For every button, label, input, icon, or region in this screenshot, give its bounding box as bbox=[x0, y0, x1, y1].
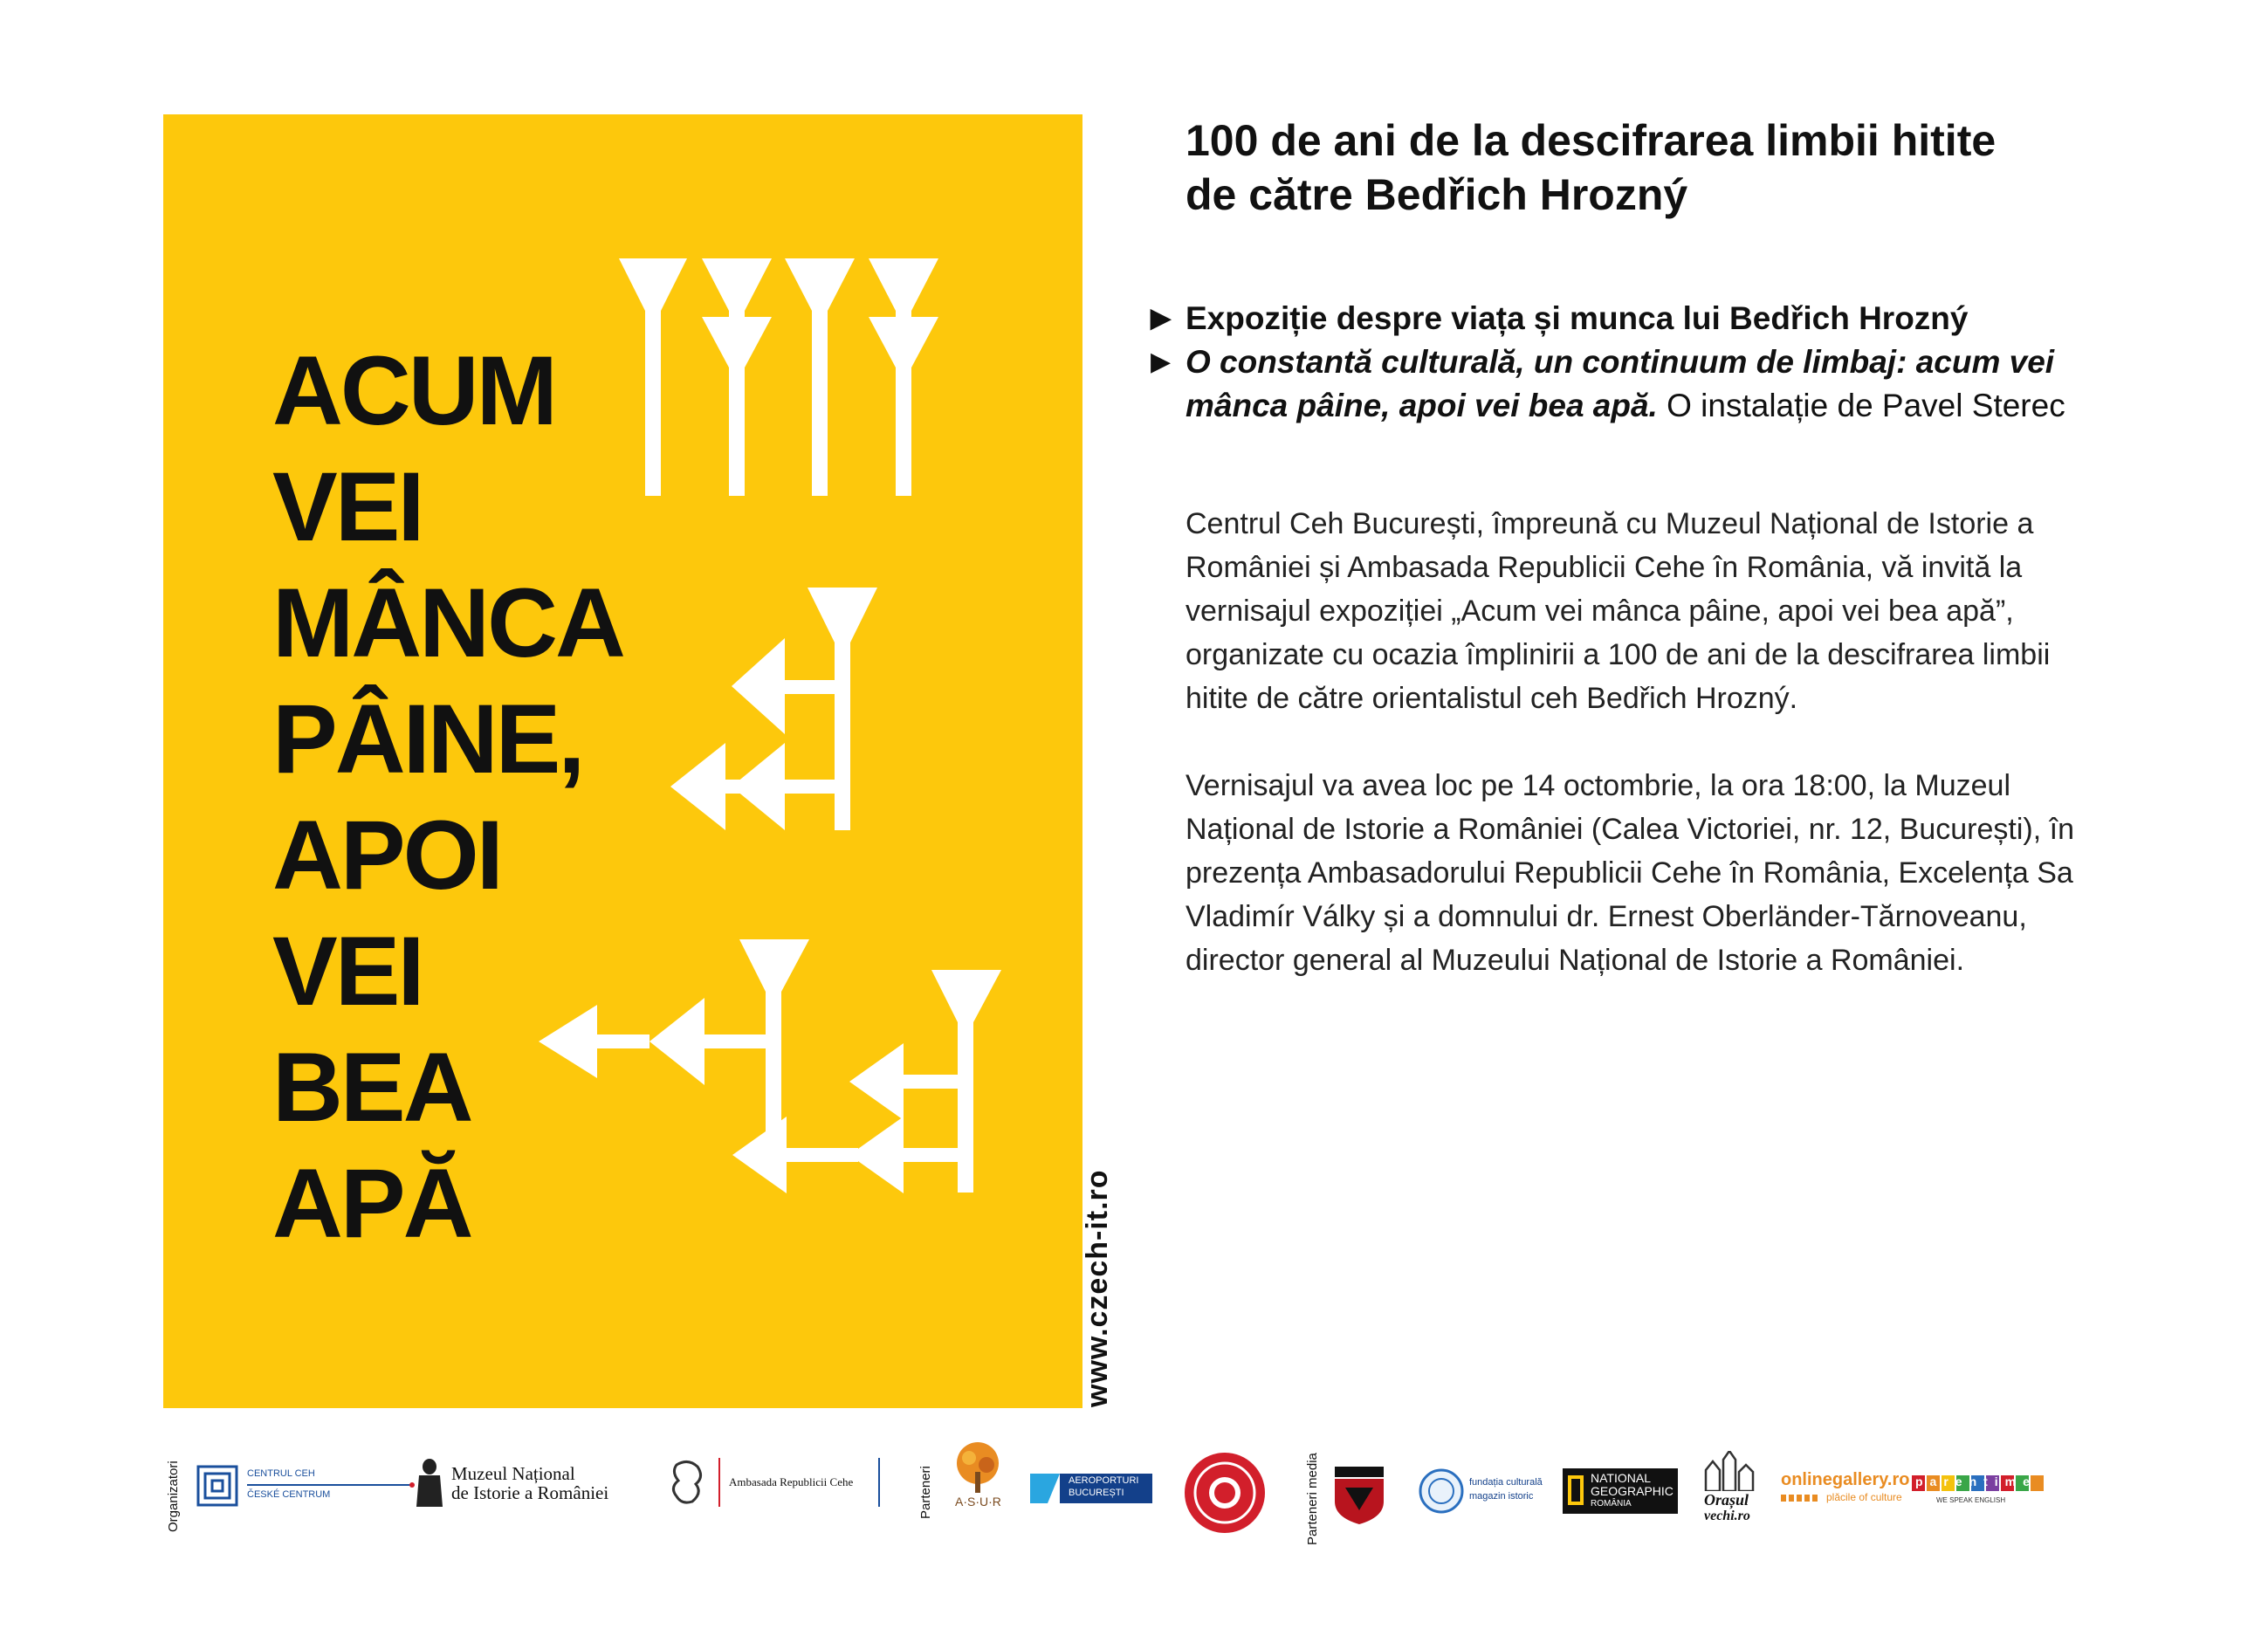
bullet-text-bold: O constantă culturală, un continuum de limbaj: acum vei mânca pâine, apoi vei bea apă. bbox=[1186, 344, 2055, 423]
museum-name: Muzeul Național bbox=[451, 1463, 575, 1484]
bullet-item bbox=[1151, 297, 2146, 340]
seal-logo bbox=[1183, 1451, 1267, 1539]
media-partners-label: Parteneri media bbox=[1305, 1453, 1320, 1545]
natgeo-frame-icon bbox=[1568, 1475, 1584, 1505]
orasul-name: Orașul bbox=[1704, 1491, 1749, 1509]
triangle-right-icon: ▶ bbox=[1151, 304, 1172, 333]
partners-label: Parteneri bbox=[918, 1466, 933, 1519]
natgeo-name: NATIONAL bbox=[1591, 1471, 1651, 1485]
statue-icon bbox=[415, 1458, 444, 1507]
bullet-list bbox=[1151, 297, 2146, 428]
museum-name: de Istorie a României bbox=[451, 1482, 609, 1503]
poster-line: PÂINE, bbox=[272, 684, 583, 794]
bullet-item bbox=[1151, 340, 2146, 428]
airport-name: BUCUREȘTI bbox=[1069, 1488, 1124, 1498]
asur-name: A·S·U·R bbox=[955, 1495, 1001, 1509]
divider bbox=[718, 1458, 720, 1507]
poster-line: APOI bbox=[272, 801, 501, 910]
onlinegallery-name: onlinegallery.ro bbox=[1781, 1470, 1910, 1489]
paragraph: Vernisajul va avea loc pe 14 octombrie, la ora 18:00, la Muzeul Național de Istorie a României (Calea Victoriei, nr. 12, București), în prezența Ambasadorului Republicii Cehe în România, Excelența Sa Vladimír Války și a domnului dr. Ernest Oberländer-Tărnoveanu, director general al Muzeului Național de Istorie a României. bbox=[1186, 769, 2074, 977]
natgeo-country: ROMÂNIA bbox=[1591, 1499, 1632, 1509]
bullet-text: Expoziție despre viața și munca lui Bedřich Hrozný bbox=[1186, 300, 1969, 336]
divider bbox=[878, 1458, 880, 1507]
dots-icon bbox=[1781, 1495, 1819, 1502]
poster bbox=[163, 114, 1082, 1408]
orasul-name: vechi.ro bbox=[1704, 1509, 1750, 1523]
poster-line: APĂ bbox=[272, 1149, 471, 1258]
parentime-tagline: WE SPEAK ENGLISH bbox=[1936, 1496, 2006, 1504]
onlinegallery-tagline: plăcile of culture bbox=[1826, 1491, 1902, 1503]
poster-line: VEI bbox=[272, 917, 423, 1026]
airport-name: AEROPORTURI bbox=[1069, 1475, 1139, 1486]
seal-icon bbox=[1183, 1451, 1267, 1535]
czech-centre-icon bbox=[196, 1465, 238, 1507]
fundatia-name: magazin istoric bbox=[1469, 1491, 1534, 1502]
town-icon bbox=[1701, 1451, 1758, 1491]
parentime-name: parentime bbox=[1915, 1474, 2037, 1488]
fundatia-name: fundația culturală bbox=[1469, 1477, 1543, 1488]
poster-line: ACUM bbox=[272, 336, 555, 445]
natgeo-name: GEOGRAPHIC bbox=[1591, 1484, 1674, 1498]
divider bbox=[247, 1484, 413, 1486]
headline-line: de către Bedřich Hrozný bbox=[1186, 170, 1688, 219]
poster-line: VEI bbox=[272, 452, 423, 561]
headline bbox=[1186, 113, 2172, 222]
czech-centre-name-cz: ČESKÉ CENTRUM bbox=[247, 1489, 331, 1500]
footer-logos bbox=[166, 1432, 2086, 1554]
czech-centre-name: CENTRUL CEH bbox=[247, 1468, 315, 1479]
triangle-right-icon: ▶ bbox=[1151, 347, 1172, 376]
website-url: www.czech-it.ro bbox=[1081, 1169, 1114, 1407]
bullet-text: O instalație de Pavel Sterec bbox=[1657, 388, 2065, 423]
poster-line: MÂNCA bbox=[272, 568, 623, 677]
paragraph: Centrul Ceh București, împreună cu Muzeul Național de Istorie a României și Ambasada Republicii Cehe în România, vă invită la vernisajul expoziției „Acum vei mânca pâine, apoi vei bea apă”, organizate cu ocazia împlinirii a 100 de ani de la descifrarea limbii hitite de către orientalistul ceh Bedřich Hrozný. bbox=[1186, 507, 2051, 715]
crest-logo bbox=[1331, 1467, 1387, 1529]
globe-icon bbox=[1419, 1468, 1464, 1514]
cuneiform-icon bbox=[163, 114, 1082, 1408]
shield-icon bbox=[1331, 1467, 1387, 1524]
tree-icon bbox=[952, 1440, 1004, 1495]
organizers-label: Organizatori bbox=[166, 1461, 181, 1532]
body-text bbox=[1186, 502, 2111, 1026]
headline-line: 100 de ani de la descifrarea limbii hitite bbox=[1186, 116, 1997, 165]
lion-icon bbox=[666, 1458, 710, 1507]
poster-line: BEA bbox=[272, 1033, 471, 1142]
embassy-name: Ambasada Republicii Cehe bbox=[729, 1475, 854, 1488]
